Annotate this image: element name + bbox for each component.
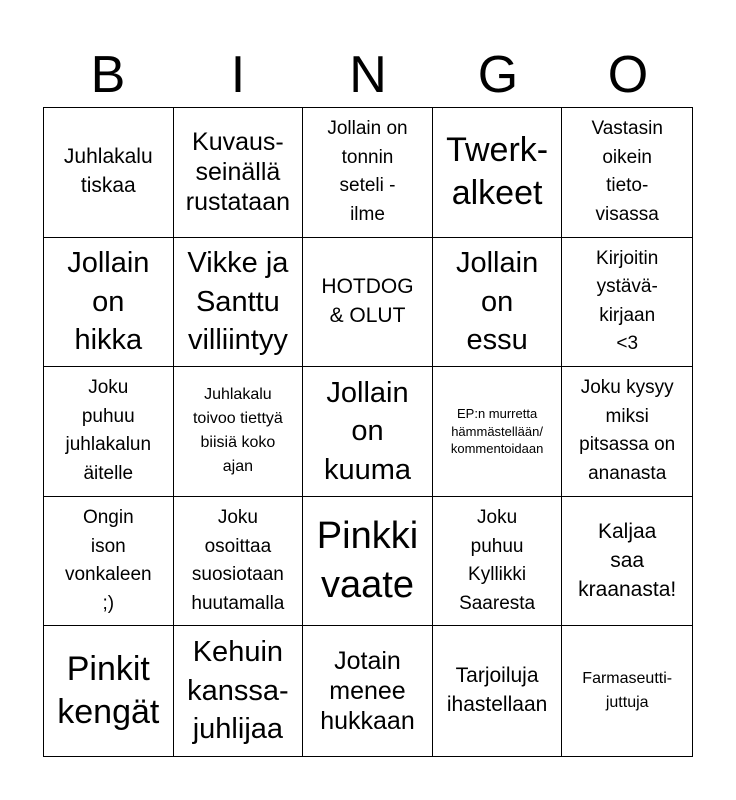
bingo-cell[interactable] [44, 367, 174, 497]
cell-text: Jotain menee hukkaan [320, 647, 415, 736]
bingo-cell[interactable] [44, 108, 174, 238]
bingo-cell[interactable] [433, 367, 563, 497]
bingo-cell[interactable] [44, 626, 174, 756]
cell-text: Jollain on kuuma [323, 376, 412, 486]
cell-text: Jollain on tonnin seteli - ilme [327, 118, 408, 225]
cell-text: Jollain on hikka [67, 247, 150, 357]
cell-text: Joku puhuu juhlakalun äitelle [65, 377, 152, 484]
cell-text: Juhlakalu tiskaa [63, 145, 153, 198]
bingo-cell[interactable] [562, 497, 692, 627]
bingo-cell[interactable] [44, 238, 174, 368]
cell-text: Joku osoittaa suosiotaan huutamalla [191, 507, 285, 614]
bingo-cell[interactable] [303, 108, 433, 238]
cell-text: Pinkki vaate [316, 514, 419, 607]
bingo-cell[interactable] [303, 497, 433, 627]
cell-text: HOTDOG & OLUT [321, 274, 414, 327]
bingo-cell[interactable] [433, 108, 563, 238]
header-letter-i: I [230, 46, 246, 104]
bingo-cell[interactable] [433, 238, 563, 368]
bingo-cell[interactable] [174, 108, 304, 238]
cell-text: Farmaseutti- juttuja [582, 670, 673, 712]
cell-text: Kaljaa saa kraanasta! [578, 519, 677, 601]
cell-text: Pinkit kengät [57, 649, 160, 732]
cell-text: Kirjoitin ystävä- kirjaan <3 [596, 247, 659, 355]
bingo-cell[interactable] [433, 497, 563, 627]
cell-text: EP:n murretta hämmästellään/ kommentoidaan [450, 405, 544, 457]
header-letter-n: N [349, 46, 387, 104]
cell-text: Jollain on essu [455, 247, 539, 357]
cell-text: Tarjoiluja ihastellaan [446, 664, 548, 717]
bingo-cell[interactable] [174, 626, 304, 756]
header-letter-b: B [90, 46, 126, 104]
bingo-cell[interactable] [433, 626, 563, 756]
bingo-cell[interactable] [562, 626, 692, 756]
cell-text: Juhlakalu toivoo tiettyä biisiä koko ajan [192, 386, 283, 476]
cell-text: Joku puhuu Kyllikki Saaresta [459, 507, 536, 614]
cell-text: Vastasin oikein tieto- visassa [591, 118, 663, 225]
bingo-cell[interactable] [562, 238, 692, 368]
header-letter-g: G [477, 46, 519, 104]
bingo-cell[interactable] [303, 367, 433, 497]
bingo-cell[interactable] [303, 626, 433, 756]
cell-text: Kuvaus- seinällä rustataan [185, 128, 291, 217]
bingo-cell[interactable] [303, 238, 433, 368]
cell-text: Kehuin kanssa- juhlijaa [187, 636, 289, 746]
cell-text: Ongin ison vonkaleen ;) [64, 507, 152, 614]
cell-text: Joku kysyy miksi pitsassa on ananasta [579, 377, 676, 484]
cell-text: Vikke ja Santtu villiintyy [187, 247, 289, 357]
bingo-cell[interactable] [174, 238, 304, 368]
bingo-cell[interactable] [174, 497, 304, 627]
bingo-cell[interactable] [174, 367, 304, 497]
bingo-cell[interactable] [44, 497, 174, 627]
bingo-header [43, 42, 693, 108]
bingo-cell[interactable] [562, 367, 692, 497]
bingo-cell[interactable] [562, 108, 692, 238]
cell-text: Twerk- alkeet [446, 130, 549, 213]
header-letter-o: O [607, 46, 649, 104]
bingo-board [43, 107, 693, 757]
